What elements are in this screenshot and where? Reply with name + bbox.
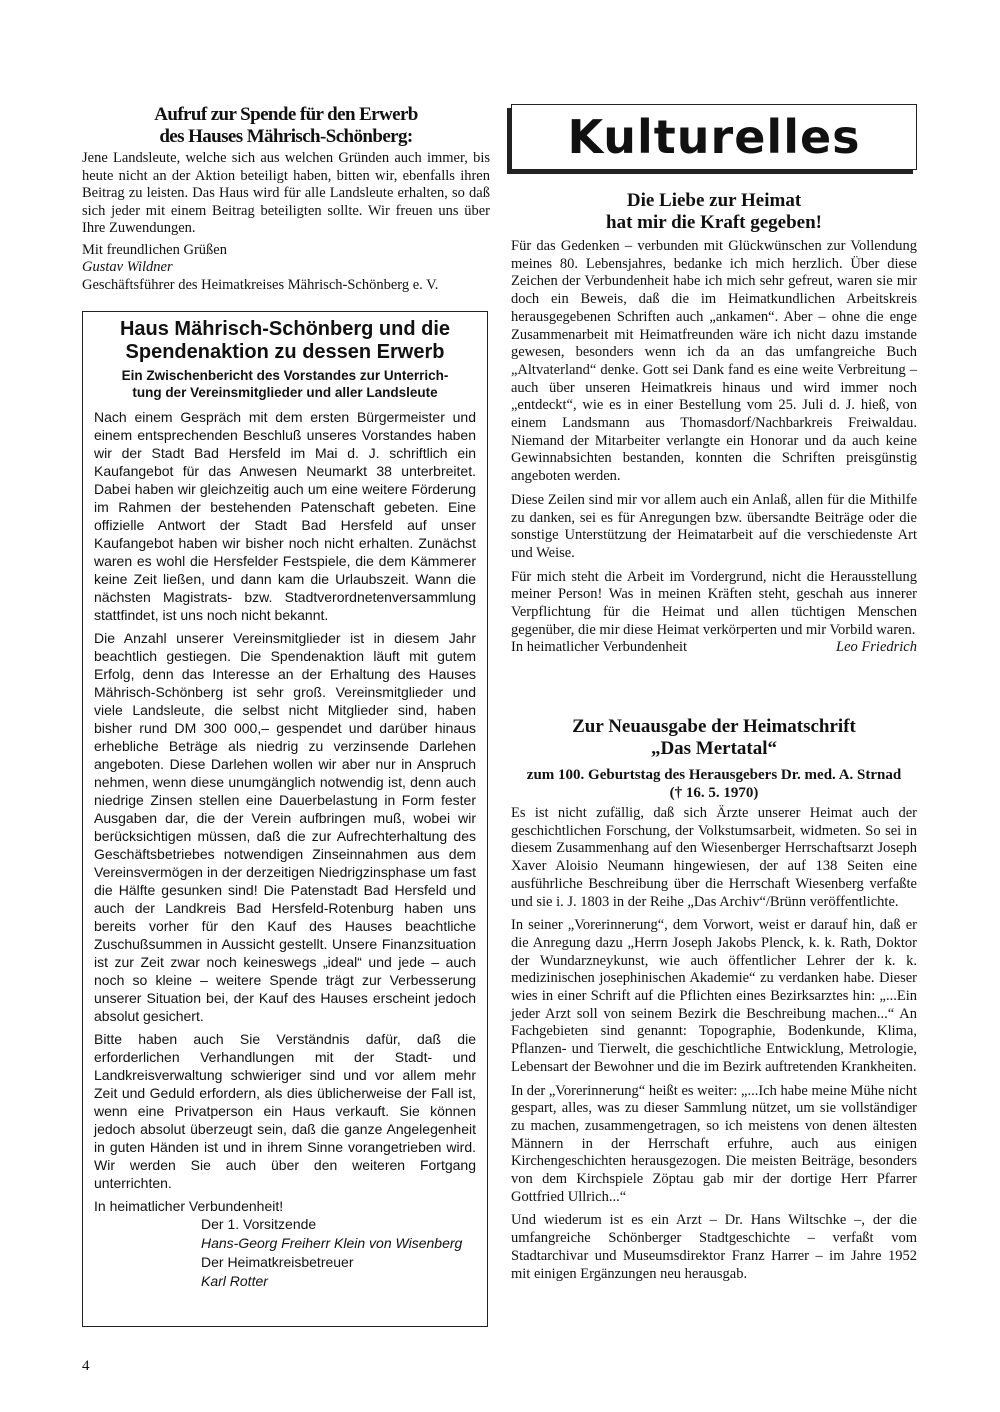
article2-paragraph: Es ist nicht zufällig, daß sich Ärzte unserer Heimat auch der geschichtlichen Forschung, der Volkstumsarbeit, widmeten. So sei in diesem Zusammenhang auf den Wiesenberger Herrschaftsarzt Joseph Xaver Aloisio Neumann hingewiesen, der auf 138 Seiten eine ausführliche Beschreibung über die Herrschaft Wiesenberg verfaßte und sie i. J. 1803 in der Reihe „Das Archiv“/Brünn veröffentlichte. xyxy=(511,805,917,910)
article-heimat xyxy=(511,190,917,657)
report-paragraph: Die Anzahl unserer Vereinsmitglieder ist in diesem Jahr beachtlich gestiegen. Die Spendenaktion läuft mit gutem Erfolg, denn das Interesse an der Erhaltung des Hauses Mährisch-Schönberg ist sehr groß. Vereinsmitglieder und viele Landsleute, die selbst nicht Mitglieder sind, haben bisher rund DM 300 000,– gespendet und darüber hinaus erhebliche Beträge als niedrig zu verzinsende Darlehen angeboten. Diese Darlehen wollen wir aber nur in Anspruch nehmen, wenn diese unumgänglich notwendig ist, denn auch niedrige Zinsen stellen eine Dauerbelastung in Form fester Ausgaben dar, die der Verein aufbringen muß, wobei wir berücksichtigen müssen, daß die zur Aufrechterhaltung des Geschäftsbetriebes notwendigen Zinseinnahmen aus dem Vereinsvermögen in der derzeitigen Niedrigzinsphase um fast die Hälfte gesunken sind! Die Patenstadt Bad Hersfeld und auch der Landkreis Bad Hersfeld-Rotenburg haben uns bereits vorher für den Kauf des Hauses beachtliche Zuschußsummen in Aussicht gestellt. Unsere Finanzsituation ist zur Zeit zwar noch keineswegs „ideal“ und jede – auch noch so kleine – weitere Spende trägt zur Verbesserung unserer Situation bei, der Kauf des Hauses erscheint jedoch absolut gesichert. xyxy=(94,630,476,1024)
article2-title xyxy=(511,716,917,760)
report-signatures xyxy=(201,1215,476,1291)
article2-subtitle-line2: († 16. 5. 1970) xyxy=(669,785,759,801)
article1-title-line1: Die Liebe zur Heimat xyxy=(626,190,802,211)
report-paragraph: Bitte haben auch Sie Verständnis dafür, daß die erforderlichen Verhandlungen mit der Stadt- und Landkreisverwaltung schwieriger sind und vor allem mehr Zeit und Geduld erfordern, als dies üblicherweise der Fall ist, wenn eine Privatperson ein Haus verkauft. Sie können jedoch absolut überzeugt sein, daß die ganze Angelegenheit in guten Händen ist und in ihrem Sinne vorangetrieben wird. Wir werden Sie auch über den weiteren Fortgang unterrichten. xyxy=(94,1031,476,1191)
article1-signature xyxy=(511,639,917,657)
appeal-signer: Gustav Wildner xyxy=(82,259,173,275)
article2-subtitle-line1: zum 100. Geburtstag des Herausgebers Dr. med. A. Strnad xyxy=(526,767,902,783)
article2-paragraph: In der „Vorerinnerung“ heißt es weiter: „...Ich habe meine Mühe nicht gespart, alles, was zu dieser Sammlung nützet, um sie vollständiger zu machen, zusammengetragen, so ich meistens von denen ältesten Männern in der Herrschaft erfuhre, auch aus einigen Kirchengeschichten herausgezogen. Die meisten Beiträge, besonders von dem Kirchspiele Zöptau gab mir der dortige Herr Pfarrer Gottfried Ullrich...“ xyxy=(511,1082,917,1205)
section-header: Kulturelles xyxy=(567,110,861,164)
appeal-signer-role: Geschäftsführer des Heimatkreises Mährisch-Schönberg e. V. xyxy=(82,276,439,293)
appeal-greeting: Mit freundlichen Grüßen xyxy=(82,241,227,258)
report-title-line1: Haus Mährisch-Schönberg und die xyxy=(119,318,451,340)
article1-paragraph: Für das Gedenken – verbunden mit Glückwünschen zur Vollendung meines 80. Lebensjahres, bedanke ich mich herzlich. Über diese Zeichen der Verbundenheit habe ich mich sehr gefreut, waren sie mir doch ein Beweis, daß die im Heimatkundlichen Arbeitskreis herausgegebenen Schriften auch „ankamen“. Aber – ohne die enge Zusammenarbeit mit Heimatfreunden wäre ich nicht dazu imstande gewesen, besonders wenn ich da an das umfangreiche Buch „Altvaterland“ denke. Gott sei Dank fand es eine weite Verbreitung – auch über unseren Heimatkreis hinaus und wird immer noch „entdeckt“, wie es in einer Bestellung vom 25. Juli d. J. hieß, von einem Landsmann aus Thomasdorf/Nachbarkreis Freiwaldau. Niemand der Mitarbeiter verlangte ein Honorar und da auch keine Gewinnabsichten bestanden, konnten die Schriften preisgünstig angeboten werden. xyxy=(511,238,917,485)
page-number: 4 xyxy=(82,1358,90,1374)
sig2-role: Der Heimatkreisbetreuer xyxy=(201,1254,354,1270)
appeal-title xyxy=(82,104,490,148)
report-subtitle xyxy=(94,367,476,401)
article1-title-line2: hat mir die Kraft gegeben! xyxy=(606,212,822,233)
report-box xyxy=(82,311,488,1327)
article1-paragraph: Diese Zeilen sind mir vor allem auch ein Anlaß, allen für die Mithilfe zu danken, sei es für Anregungen bzw. übersandte Beiträge oder die sonstige Unterstützung der Heimatarbeit auf die verschiedenste Art und Weise. xyxy=(511,491,917,561)
appeal-title-line1: Aufruf zur Spende für den Erwerb xyxy=(154,104,418,125)
sig1-name: Hans-Georg Freiherr Klein von Wisenberg xyxy=(201,1235,463,1251)
article2-subtitle xyxy=(511,766,917,802)
appeal-body: Jene Landsleute, welche sich aus welchen Gründen auch immer, bis heute nicht an der Aktion beteiligt haben, bitten wir, ebenfalls ihren Beitrag zu leisten. Das Haus wird für alle Landsleute erhalten, so daß sich jeder mit einem Beitrag beteiligten sollte. Wir freuen uns über Ihre Zuwendungen. xyxy=(82,150,490,236)
section-header-box xyxy=(511,104,917,170)
article2-paragraph: In seiner „Vorerinnerung“, dem Vorwort, weist er darauf hin, daß er die Anregung dazu „Herrn Joseph Jakobs Plenck, k. k. Rath, Doktor der Wundarzneykunst, wie auch öffentlicher Lehrer der k. k. medizinischen josephinischen Akademie“ zu verdanken habe. Dieser wies in einer Schrift auf die Pflichten eines Bezirksarztes hin: „...Ein jeder Arzt soll von seinem Bezirk die Beschreibung machen...“ An Fachgebieten sind genannt: Topographie, Bodenkunde, Klima, Pflanzen- und Tierwelt, die geschichtliche Entwicklung, Metrologie, Lebensart der Bewohner und die im Bezirk auftretenden Krankheiten. xyxy=(511,917,917,1075)
appeal-title-line2: des Hauses Mährisch-Schönberg: xyxy=(159,126,413,147)
article2-title-line2: „Das Mertatal“ xyxy=(650,738,778,759)
report-subtitle-line1: Ein Zwischenbericht des Vorstandes zur Unterrich- xyxy=(121,368,449,383)
article-mertatal xyxy=(511,716,917,1289)
appeal-section xyxy=(82,104,490,294)
sig2-name: Karl Rotter xyxy=(201,1273,268,1289)
article2-title-line1: Zur Neuausgabe der Heimatschrift xyxy=(572,716,856,737)
report-title-line2: Spendenaktion zu dessen Erwerb xyxy=(125,341,445,363)
report-paragraph: Nach einem Gespräch mit dem ersten Bürgermeister und einem entsprechenden Beschluß unseres Vorstandes haben wir der Stadt Bad Hersfeld im Mai d. J. schriftlich ein Kaufangebot für das Anwesen Neumarkt 38 unterbreitet. Dabei haben wir gleichzeitig auch um eine weitere Förderung im Rahmen der bestehenden Patenschaft gebeten. Eine offizielle Antwort der Stadt Bad Hersfeld auf unser Kaufangebot haben wir bisher noch nicht erhalten. Zunächst waren es wohl die Hersfelder Festspiele, die dem Kämmerer keine Zeit ließen, und dann kam die Urlaubszeit. Wann die nächsten Magistrats- bzw. Stadtverordnetenversammlung stattfindet, ist uns noch nicht bekannt. xyxy=(94,409,476,623)
report-title xyxy=(94,318,476,364)
article1-paragraph: Für mich steht die Arbeit im Vordergrund, nicht die Herausstellung meiner Person! Was in meinen Kräften steht, geschah aus innerer Verpflichtung für die Heimat und allen tüchtigen Menschen gegenüber, die mir diese Heimat verkörperten und mir Vorbild waren. xyxy=(511,568,917,638)
article1-closing: In heimatlicher Verbundenheit xyxy=(511,639,688,656)
report-subtitle-line2: tung der Vereinsmitglieder und aller Landsleute xyxy=(132,385,438,400)
sig1-role: Der 1. Vorsitzende xyxy=(201,1216,317,1232)
report-closing: In heimatlicher Verbundenheit! xyxy=(94,1198,284,1214)
article2-paragraph: Und wiederum ist es ein Arzt – Dr. Hans Wiltschke –, der die umfangreiche Schönberger Stadtgeschichte – verfaßt vom Stadtarchivar und Museumsdirektor Franz Harrer – im Jahre 1952 mit einigen Ergänzungen neu herausgab. xyxy=(511,1212,917,1282)
article1-author: Leo Friedrich xyxy=(836,639,917,656)
article1-title xyxy=(511,190,917,234)
